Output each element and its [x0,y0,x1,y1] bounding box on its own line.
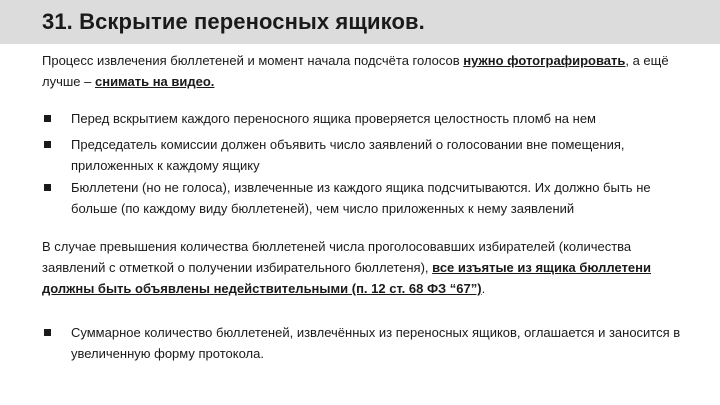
intro-text-start: Процесс извлечения бюллетеней и момент начала подсчёта голосов [42,53,464,68]
intro-paragraph [42,50,682,92]
bullet-text: Председатель комиссии должен объявить число заявлений о голосовании вне помещения, приложенных к каждому ящику [71,137,625,173]
bullet-item [42,108,596,129]
final-bullet-text: Суммарное количество бюллетеней, извлечённых из переносных ящиков, оглашается и заносится в увеличенную форму протокола. [71,325,681,361]
intro-text-mid: , а ещё лучше – [42,53,669,89]
intro-bold-video: снимать на видео. [94,74,215,89]
para2-bold-invalid: все изъятые из ящика бюллетени должны быть объявлены недействительными (п. 12 ст. 68 ФЗ “67”) [42,260,652,296]
square-bullet-icon [44,329,51,336]
square-bullet-icon [44,115,51,122]
square-bullet-icon [44,184,51,191]
bullet-item [42,177,682,219]
slide-title: 31. Вскрытие переносных ящиков. [42,9,425,34]
para2-text-start: В случае превышения количества бюллетеней числа проголосовавших избирателей (количества заявлений с отметкой о получении избирательного бюллетеня), [42,239,632,275]
excess-ballots-paragraph [42,236,682,299]
title-bar [0,0,720,44]
square-bullet-icon [44,141,51,148]
bullet-item [42,134,682,176]
final-bullet-item [42,322,682,364]
para2-text-end: . [481,281,486,296]
bullet-text: Бюллетени (но не голоса), извлеченные из каждого ящика подсчитываются. Их должно быть не больше (по каждому виду бюллетеней), чем число приложенных к нему заявлений [71,180,651,216]
intro-bold-photograph: нужно фотографировать [463,53,626,68]
bullet-text: Перед вскрытием каждого переносного ящика проверяется целостность пломб на нем [71,111,596,126]
